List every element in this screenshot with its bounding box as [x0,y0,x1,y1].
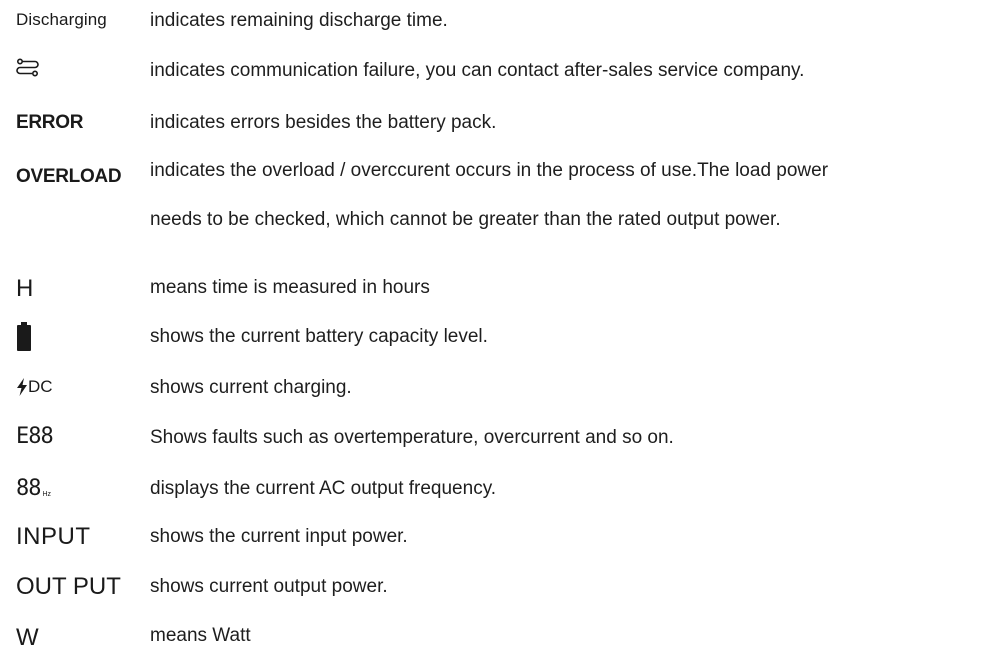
symbol-discharging: Discharging [16,10,107,29]
description-discharging: indicates remaining discharge time. [150,10,448,31]
battery-icon [16,322,32,352]
description-overload-line-1: indicates the overload / overccurent occurs in the process of use.The load power [150,160,829,181]
symbol-frequency [16,476,51,501]
symbol-frequency-unit: Hz [42,491,52,498]
description-dc-charging: shows current charging. [150,377,352,398]
description-battery: shows the current battery capacity level. [150,326,488,347]
description-overload-line-2: needs to be checked, which cannot be greater than the rated output power. [150,209,781,230]
symbol-overload: OVERLOAD [16,166,122,187]
description-frequency: displays the current AC output frequency. [150,478,497,499]
description-hours: means time is measured in hours [150,277,430,298]
description-watt: means Watt [150,625,251,646]
symbol-input: INPUT [16,523,91,550]
description-fault-code: Shows faults such as overtemperature, overcurrent and so on. [150,427,674,448]
lightning-icon [16,378,28,396]
symbol-frequency-digits: 88 [16,476,41,501]
symbol-dc-charging [16,377,53,397]
description-output: shows current output power. [150,576,388,597]
symbol-error: ERROR [16,112,84,133]
description-input: shows the current input power. [150,526,408,547]
description-error: indicates errors besides the battery pack. [150,112,497,133]
symbol-hours: H [16,275,34,302]
symbol-fault-code: E88 [16,424,53,449]
communication-failure-icon [16,58,40,80]
symbol-watt: W [16,624,39,651]
symbol-dc-label: DC [28,377,53,396]
description-communication-failure: indicates communication failure, you can contact after-sales service company. [150,60,805,81]
symbol-output: OUT PUT [16,573,121,600]
